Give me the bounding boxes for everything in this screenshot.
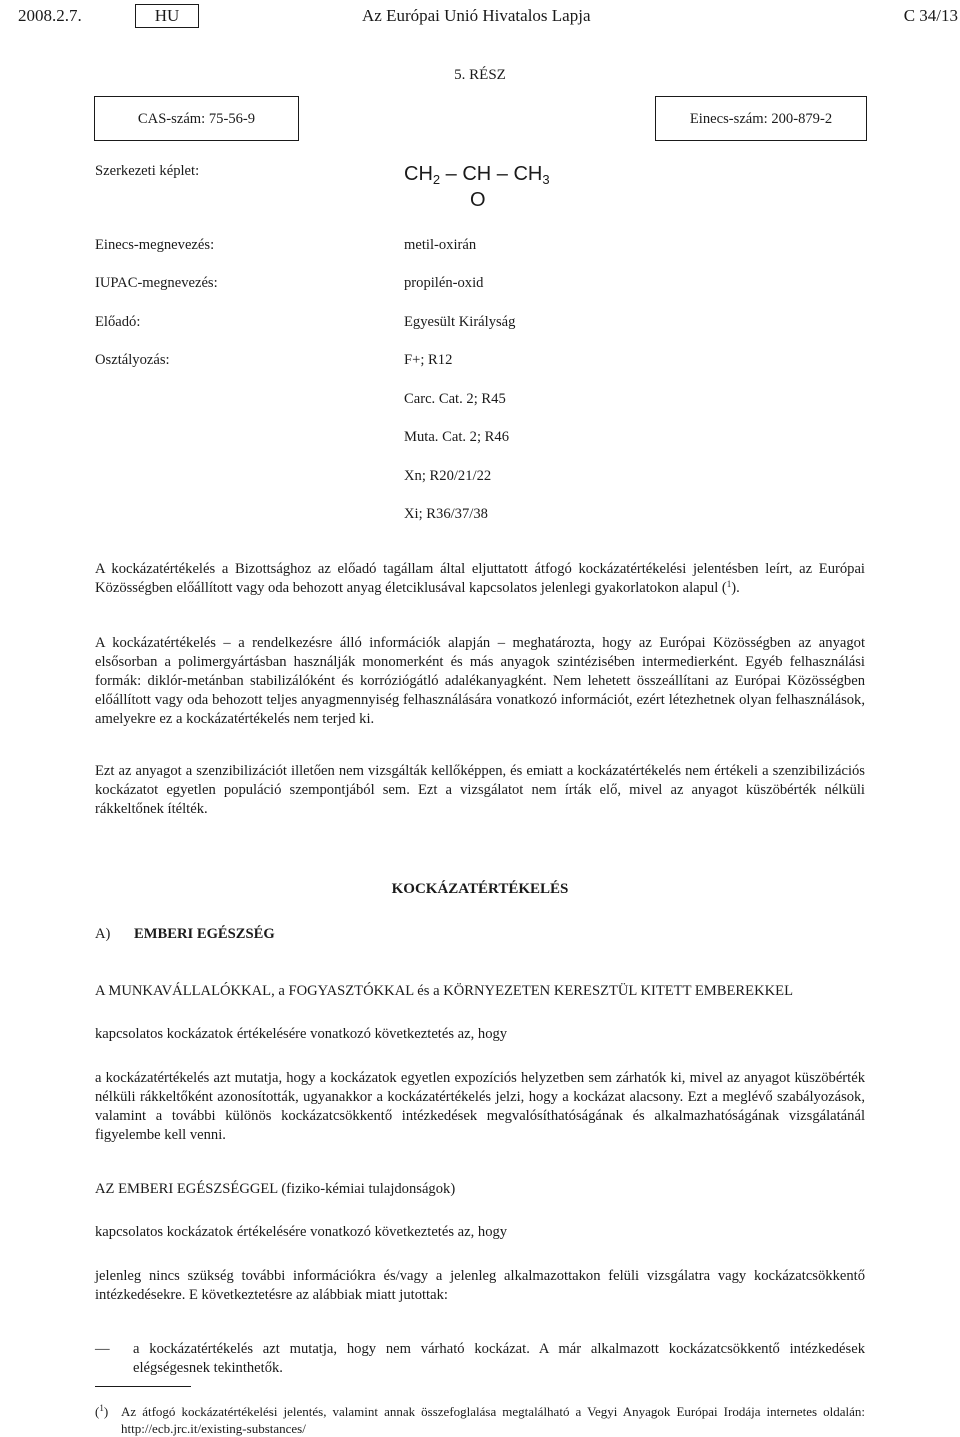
formula-sub-2: 2 xyxy=(432,172,441,187)
classification-item: Carc. Cat. 2; R45 xyxy=(404,391,506,407)
formula-oxygen: O xyxy=(470,189,486,211)
formula-ch2: CH xyxy=(404,163,433,185)
formula-sub-3: 3 xyxy=(542,172,550,187)
intro-paragraph-1-text: A kockázatértékelés a Bizottsághoz az előadó tagállam által eljuttatott átfogó kockázatértékelési jelentésben leírt, az Európai Közösségben előállított vagy oda behozott anyag életciklusával kapcsolatos jelenlegi gyakorlatokon alapul ( xyxy=(95,561,865,596)
conclusion-intro-line: kapcsolatos kockázatok értékelésére vonatkozó következtetés az, hogy xyxy=(95,1026,508,1042)
physchem-heading-line: AZ EMBERI EGÉSZSÉGGEL (fiziko-kémiai tulajdonságok) xyxy=(95,1181,456,1197)
footnote-divider xyxy=(95,1386,191,1387)
einecs-name-value: metil-oxirán xyxy=(404,237,477,253)
conclusion-paragraph-2: jelenleg nincs szükség további információkra és/vagy a jelenleg alkalmazottakon felüli vizsgálatra vagy kockázatcsökkentő intézkedésekre. E következtetésre az alábbiak miatt jutottak: xyxy=(95,1268,865,1303)
conclusion-intro-line-2: kapcsolatos kockázatok értékelésére vonatkozó következtetés az, hogy xyxy=(95,1224,508,1240)
publication-date: 2008.2.7. xyxy=(18,6,82,25)
iupac-name-value: propilén-oxid xyxy=(404,275,484,291)
dash-bullet: — xyxy=(95,1341,110,1357)
exposed-groups-line: A MUNKAVÁLLALÓKKAL, a FOGYASZTÓKKAL és a KÖRNYEZETEN KERESZTÜL KITETT EMBEREKKEL xyxy=(95,983,793,999)
section-letter: A) xyxy=(95,926,111,942)
section-title: EMBERI EGÉSZSÉG xyxy=(134,926,275,942)
structural-formula xyxy=(404,162,550,211)
page-reference: C 34/13 xyxy=(903,6,958,25)
intro-paragraph-2: A kockázatértékelés – a rendelkezésre álló információk alapján – meghatározta, hogy az Európai Közösségben az anyagot elsősorban a polimergyártásban használják monomerként és más anyagok szintézisében intermedierként. Egyéb felhasználási formák: diklór-metánban stabilizálóként és korróziógátló adalékanyagként. Nem lehetett összeállítani az Európai Közösségben előállított vagy oda behozott teljes anyagmennyiség felhasználására vonatkozó információt, ezért létezhetnek olyan felhasználások, amelyekre ez a kockázatértékelés nem terjed ki. xyxy=(95,635,865,727)
structure-label: Szerkezeti képlet: xyxy=(95,163,200,179)
footnote-text: Az átfogó kockázatértékelési jelentés, valamint annak összefoglalása megtalálható a Vegyi Anyagok Európai Irodája internetes oldalán: http://ecb.jrc.it/existing-substances/ xyxy=(121,1404,865,1436)
risk-assessment-heading: KOCKÁZATÉRTÉKELÉS xyxy=(391,881,569,897)
classification-item: F+; R12 xyxy=(404,352,453,368)
footnote-open-paren: ( xyxy=(95,1404,100,1419)
journal-title: Az Európai Unió Hivatalos Lapja xyxy=(362,6,591,25)
classification-item: Xn; R20/21/22 xyxy=(404,468,492,484)
intro-paragraph-1-end: ). xyxy=(731,580,740,596)
classification-item: Muta. Cat. 2; R46 xyxy=(404,429,509,445)
footnote-number: 1 xyxy=(99,1403,104,1413)
part-title: 5. RÉSZ xyxy=(454,67,506,83)
intro-paragraph-3: Ezt az anyagot a szenzibilizációt illetően nem vizsgálták kellőképpen, és emiatt a kockázatértékelés nem értékeli a szenzibilizációs kockázatot egyetlen populáció szempontjából sem. Ezt a vizsgálatot nem írták elő, mivel az anyagot küszöbérték nélküli rákkeltőnek ítélték. xyxy=(95,763,865,817)
intro-paragraph-1 xyxy=(95,560,865,598)
classification-label: Osztályozás: xyxy=(95,352,170,368)
rapporteur-value: Egyesült Királyság xyxy=(404,314,516,330)
dash-item-text: a kockázatértékelés azt mutatja, hogy nem várható kockázat. A már alkalmazott kockázatcsökkentő intézkedések elégségesnek tekinthetők. xyxy=(133,1341,865,1376)
footnote-reference: 1 xyxy=(726,579,732,589)
language-code: HU xyxy=(135,4,199,28)
einecs-number-box: Einecs-szám: 200-879-2 xyxy=(655,96,867,141)
cas-number-box: CAS-szám: 75-56-9 xyxy=(94,96,299,141)
rapporteur-label: Előadó: xyxy=(95,314,141,330)
page-header xyxy=(18,4,958,28)
conclusion-paragraph: a kockázatértékelés azt mutatja, hogy a kockázatok egyetlen expozíciós helyzetben sem zárhatók ki, mivel az anyagot küszöbérték nélküli rákkeltőként azonosították, ugyanakkor a kockázatértékelés jelzi, hogy a kockázat alacsony. Ezt a meglévő szabályozások, valamint a további különös kockázatcsökkentő intézkedések megvalósíthatóságának és alkalmazhatóságának vizsgálatánál figyelembe kell venni. xyxy=(95,1070,865,1143)
footnote-marker xyxy=(95,1403,108,1420)
classification-item: Xi; R36/37/38 xyxy=(404,506,488,522)
footnote-close-paren: ) xyxy=(103,1404,109,1419)
formula-chain: – CH – CH xyxy=(440,163,543,185)
einecs-name-label: Einecs-megnevezés: xyxy=(95,237,215,253)
iupac-name-label: IUPAC-megnevezés: xyxy=(95,275,218,291)
